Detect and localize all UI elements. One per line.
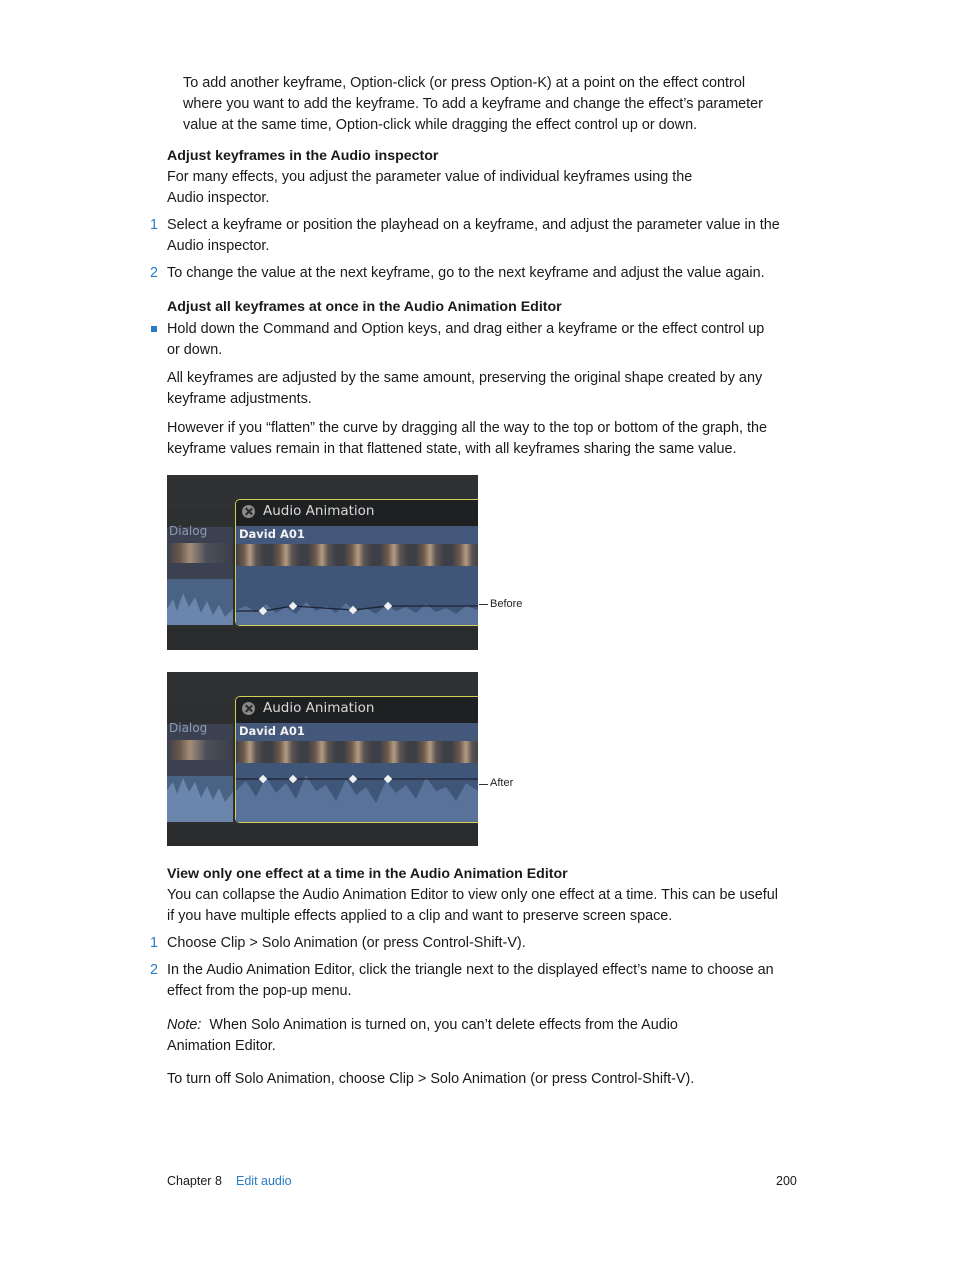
callout-label-after: After [490, 777, 514, 789]
section3-body-line-1: You can collapse the Audio Animation Editor to view only one effect at a time. This can be useful [167, 887, 778, 903]
section3-body-line-2: if you have multiple effects applied to a clip and want to preserve screen space. [167, 908, 673, 924]
paragraph: All keyframes are adjusted by the same amount, preserving the original shape created by any [167, 370, 763, 386]
dialog-thumbnail [167, 543, 233, 563]
close-icon[interactable] [242, 702, 255, 715]
step-text: In the Audio Animation Editor, click the triangle next to the displayed effect’s name to choose an [167, 962, 774, 978]
timeline-bottom [167, 628, 478, 650]
keyframe-graph [236, 763, 478, 822]
screenshot-before [167, 475, 478, 650]
step-text: To change the value at the next keyframe, go to the next keyframe and adjust the value again. [167, 265, 765, 281]
clip-thumbnails [236, 544, 478, 566]
step-number: 2 [150, 265, 159, 281]
note-line-2: Animation Editor. [167, 1038, 276, 1054]
note-line-1 [167, 1015, 807, 1036]
step-text: Select a keyframe or position the playhead on a keyframe, and adjust the parameter value in the [167, 217, 780, 233]
clip-name: David A01 [239, 527, 305, 541]
intro-line-3: value at the same time, Option-click while dragging the effect control up or down. [183, 117, 698, 133]
bullet-text: or down. [167, 342, 223, 358]
footer-chapter-link[interactable]: Edit audio [236, 1174, 292, 1188]
step-text: effect from the pop-up menu. [167, 983, 352, 999]
intro-line-2: where you want to add the keyframe. To add a keyframe and change the effect’s parameter [183, 96, 763, 112]
callout-line [479, 604, 488, 605]
audio-clip[interactable] [235, 696, 478, 823]
dialog-waveform-graphic [167, 776, 233, 822]
close-icon[interactable] [242, 505, 255, 518]
screenshot-after [167, 672, 478, 846]
section-heading-solo-animation: View only one effect at a time in the Audio Animation Editor [167, 866, 568, 882]
keyframe-graph [236, 566, 478, 625]
footer-chapter: Chapter 8 [167, 1174, 222, 1188]
section-heading-animation-editor: Adjust all keyframes at once in the Audio Animation Editor [167, 299, 562, 315]
dialog-waveform [167, 776, 233, 822]
callout-label-before: Before [490, 598, 523, 610]
dialog-track-label: Dialog [169, 524, 208, 538]
bullet-text: Hold down the Command and Option keys, and drag either a keyframe or the effect control up [167, 321, 765, 337]
section-heading-audio-inspector: Adjust keyframes in the Audio inspector [167, 148, 439, 164]
page-number: 200 [776, 1174, 797, 1188]
step-number: 1 [150, 217, 159, 233]
timeline-bottom [167, 824, 478, 846]
section1-body-line-2: Audio inspector. [167, 190, 270, 206]
section1-body-line-1: For many effects, you adjust the parameter value of individual keyframes using the [167, 169, 693, 185]
bullet-square-icon [151, 326, 157, 332]
callout-line [479, 784, 488, 785]
paragraph: However if you “flatten” the curve by dragging all the way to the top or bottom of the graph, the [167, 420, 767, 436]
clip-waveform [236, 566, 478, 625]
keyframe-marker [289, 775, 297, 783]
clip-thumbnails [236, 741, 478, 763]
paragraph: keyframe adjustments. [167, 391, 312, 407]
keyframe-marker [384, 775, 392, 783]
audio-clip[interactable] [235, 499, 478, 626]
step-text: Audio inspector. [167, 238, 270, 254]
dialog-thumbnail [167, 740, 233, 760]
step-number: 1 [150, 935, 159, 951]
closing-paragraph: To turn off Solo Animation, choose Clip > Solo Animation (or press Control-Shift-V). [167, 1071, 695, 1087]
keyframe-marker [289, 602, 297, 610]
dialog-waveform-graphic [167, 579, 233, 625]
clip-waveform [236, 763, 478, 822]
audio-animation-title: Audio Animation [263, 700, 375, 716]
step-text: Choose Clip > Solo Animation (or press Control-Shift-V). [167, 935, 526, 951]
dialog-track-label: Dialog [169, 721, 208, 735]
paragraph: keyframe values remain in that flattened state, with all keyframes sharing the same value. [167, 441, 737, 457]
clip-name: David A01 [239, 724, 305, 738]
keyframe-marker [349, 775, 357, 783]
intro-line-1: To add another keyframe, Option-click (or press Option-K) at a point on the effect control [183, 75, 746, 91]
step-number: 2 [150, 962, 159, 978]
note-label: Note: [167, 1017, 202, 1033]
audio-animation-title: Audio Animation [263, 503, 375, 519]
note-text: When Solo Animation is turned on, you can’t delete effects from the Audio [209, 1017, 678, 1033]
dialog-waveform [167, 579, 233, 625]
